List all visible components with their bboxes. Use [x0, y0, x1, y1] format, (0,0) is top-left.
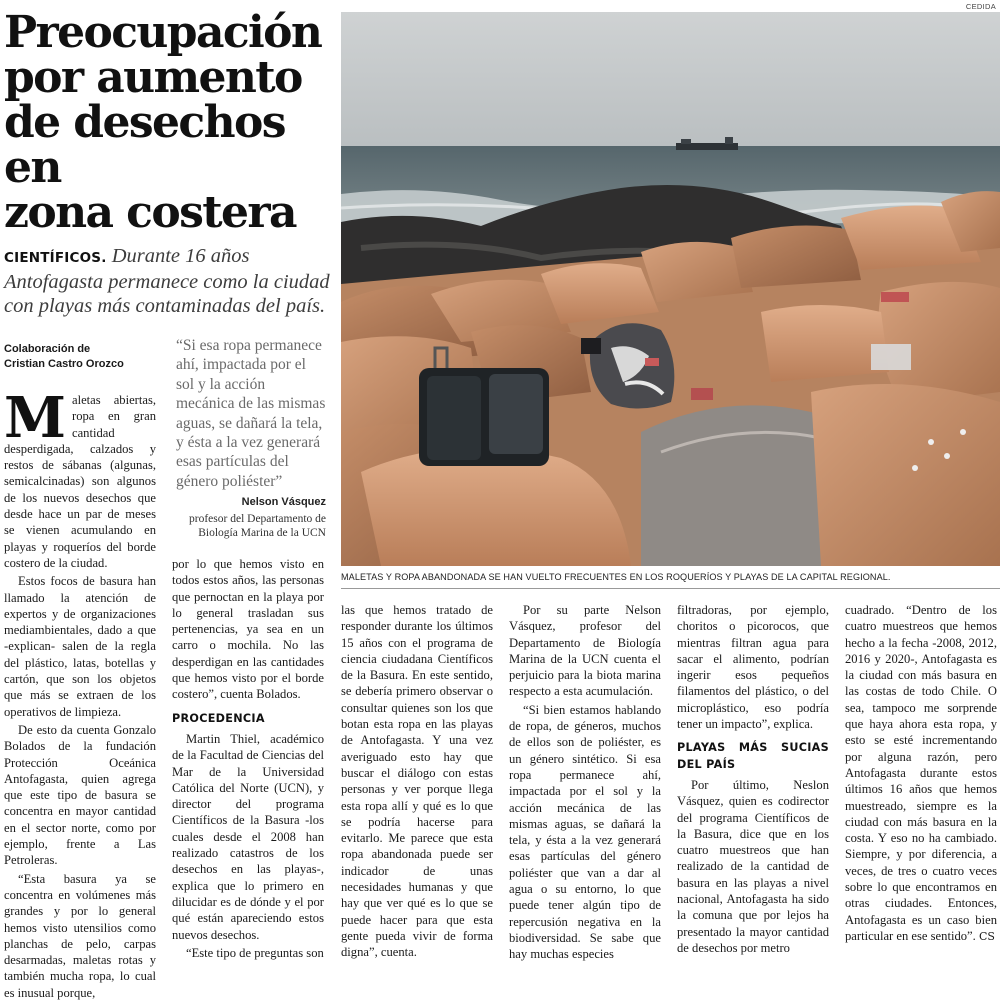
byline-line: Colaboración de	[4, 343, 91, 355]
article-paragraph: “Si bien estamos hablando de ropa, de géneros, muchos de ellos son de poliéster, es un género sintético. Si esa ropa permanece ahí, impactada por el sol y la acción mecánica de las mismas aguas, se dañará la tela, y ésta a la vez generará esas partículas del género poliéster que van a dar al agua o su entorno, lo que puede tener algún tipo de repercusión negativa en la biodiversidad. Se sabe que hay muchas especies	[509, 702, 661, 962]
byline-author: Cristian Castro Orozco	[4, 358, 124, 370]
article-paragraph: Martin Thiel, académico de la Facultad de Ciencias del Mar de la Universidad Católica del Norte (UCN), y director del programa Científicos de la Basura -los cuales desde el 2008 han realizado catastros de los desechos en las playas-, explica que lo primero en dilucidar es de dónde y el por qué están apareciendo estos nuevos desechos.	[172, 731, 324, 942]
article-column-6	[845, 602, 997, 943]
article-paragraph: Por su parte Nelson Vásquez, profesor del Departamento de Biología Marina de la UCN cuenta el perjuicio para la biota marina respecto a esta acumulación.	[509, 603, 661, 699]
photo-credit: CEDIDA	[965, 2, 996, 11]
pull-quote-role: profesor del Departamento de Biología Marina de la UCN	[189, 513, 326, 539]
caption-divider	[341, 588, 1000, 589]
article-paragraph: cuadrado. “Dentro de los cuatro muestreos que hemos hecho a la fecha -2008, 2012, 2016 y 2020-, Antofagasta es la ciudad con más basura en las costas de todo Chile. O sea, tampoco me sorprende que haya ahora esta ropa, y esto se esté incrementando por alguna razón, pero Antofagasta durante estos últimos 16 años que hemos muestreado, siempre es la ciudad con más basura en la costa. Y eso no ha cambiado. Siempre, y por diferencia, a veces, de tres o cuatro veces sobre lo que encontramos en otras ciudades. Entonces, Antofagasta es un caso bien particular en ese sentido”. CS	[845, 603, 997, 943]
article-paragraph: Maletas abiertas, ropa en gran cantidad desperdigada, calzados y restos de sábanas (algunas, semicalcinadas) son algunos de los nuevos desechos que desde hace un par de meses se vienen acumulando en playas y roqueríos del borde costero de la ciudad.	[4, 385, 156, 570]
headline-line: Preocupación	[4, 7, 322, 58]
article-paragraph: filtradoras, por ejemplo, choritos o picorocos, que mientras filtran agua para sacar el alimento, podrían ingerir esos pequeños filamentos del plástico, o del microplástico, eso podría tener un impacto”, explica.	[677, 603, 829, 732]
article-column-3	[341, 602, 493, 960]
pull-quote: “Si esa ropa permanece ahí, impactada por el sol y la acción mecánica de las mismas aguas, se dañará la tela, y ésta a la vez generará esas partículas del género poliéster”	[176, 337, 326, 490]
article-column-2	[172, 556, 324, 960]
article-paragraph: las que hemos tratado de responder durante los últimos 15 años con el programa de ciencia ciudadana Científicos de la Basura. En este sentido, se debería primero observar o consultar quienes son los que botan esta ropa en las playas de Antofagasta. Y una vez averiguado esto hay que buscar el diálogo con estas personas y ver porque llega esta ropa allí y qué es lo que se podría hacerse para evitarlo. Me parece que esta ropa abandonada puede ser indicador de unas necesidades humanas y que hay que ver qué es lo que se puede hacer para que esta gente pueda vivir de forma digna”, cuenta.	[341, 603, 493, 960]
pull-quote-name: Nelson Vásquez	[241, 496, 326, 508]
article-paragraph: “Este tipo de preguntas son	[186, 945, 324, 960]
deck	[4, 244, 334, 318]
article-paragraph: “Esta basura ya se concentra en volúmenes más grandes y por lo general hemos visto utensilios como planchas de pelo, carpas desarmadas, maletas rotas y también mucha ropa, lo cual es inusual porque,	[4, 871, 156, 1000]
coastal-rocks-photo	[341, 12, 1000, 566]
article-column-1	[4, 385, 156, 1000]
article-column-5	[677, 602, 829, 955]
photo-caption: MALETAS Y ROPA ABANDONADA SE HAN VUELTO FRECUENTES EN LOS ROQUERÍOS Y PLAYAS DE LA CAPITAL REGIONAL.	[341, 572, 891, 582]
deck-kicker: CIENTÍFICOS.	[4, 250, 107, 266]
article-paragraph: Por último, Neslon Vásquez, quien es codirector del programa Científicos de la Basura, dice que en los cuatro muestreos que han realizado de la cantidad de basura en las playas a nivel nacional, Antofagasta ha sido la comuna que por lejos ha presentado la mayor cantidad de desechos por metro	[677, 777, 829, 955]
headline-line: zona costera	[4, 187, 296, 238]
byline	[4, 342, 164, 372]
drop-cap: M	[4, 385, 66, 451]
headline-line: de desechos en	[4, 97, 285, 193]
section-heading: PLAYAS MÁS SUCIAS DEL PAÍS	[677, 741, 829, 771]
section-heading: PROCEDENCIA	[172, 711, 265, 725]
article-paragraph: De esto da cuenta Gonzalo Bolados de la fundación Protección Oceánica Antofagasta, quien agrega que este tipo de basura se concentra en mayor cantidad en el sector norte, como por ejemplo, frente a Las Petroleras.	[4, 722, 156, 868]
headline	[4, 7, 334, 238]
article-paragraph: Estos focos de basura han llamado la atención de expertos y de organizaciones mediambientales, dado a que -explican- salen de la regla del plástico, latas, botellas y cartón, que son los objetos que más se extraen de los operativos de limpieza.	[4, 574, 156, 719]
end-mark: CS	[978, 929, 995, 943]
article-paragraph: por lo que hemos visto en todos estos años, las personas que pernoctan en la playa por lo general trasladan sus pertenencias, ya sea en un carro o mochila. No las desperdigan en las cantidades que hemos visto por el borde costero”, cuenta Bolados.	[172, 557, 324, 702]
article-photo	[341, 12, 1000, 566]
deck-text: Durante 16 años Antofagasta permanece como la ciudad con playas más contaminadas del país.	[4, 245, 330, 317]
article-column-4	[509, 602, 661, 962]
headline-line: por aumento	[4, 52, 302, 103]
